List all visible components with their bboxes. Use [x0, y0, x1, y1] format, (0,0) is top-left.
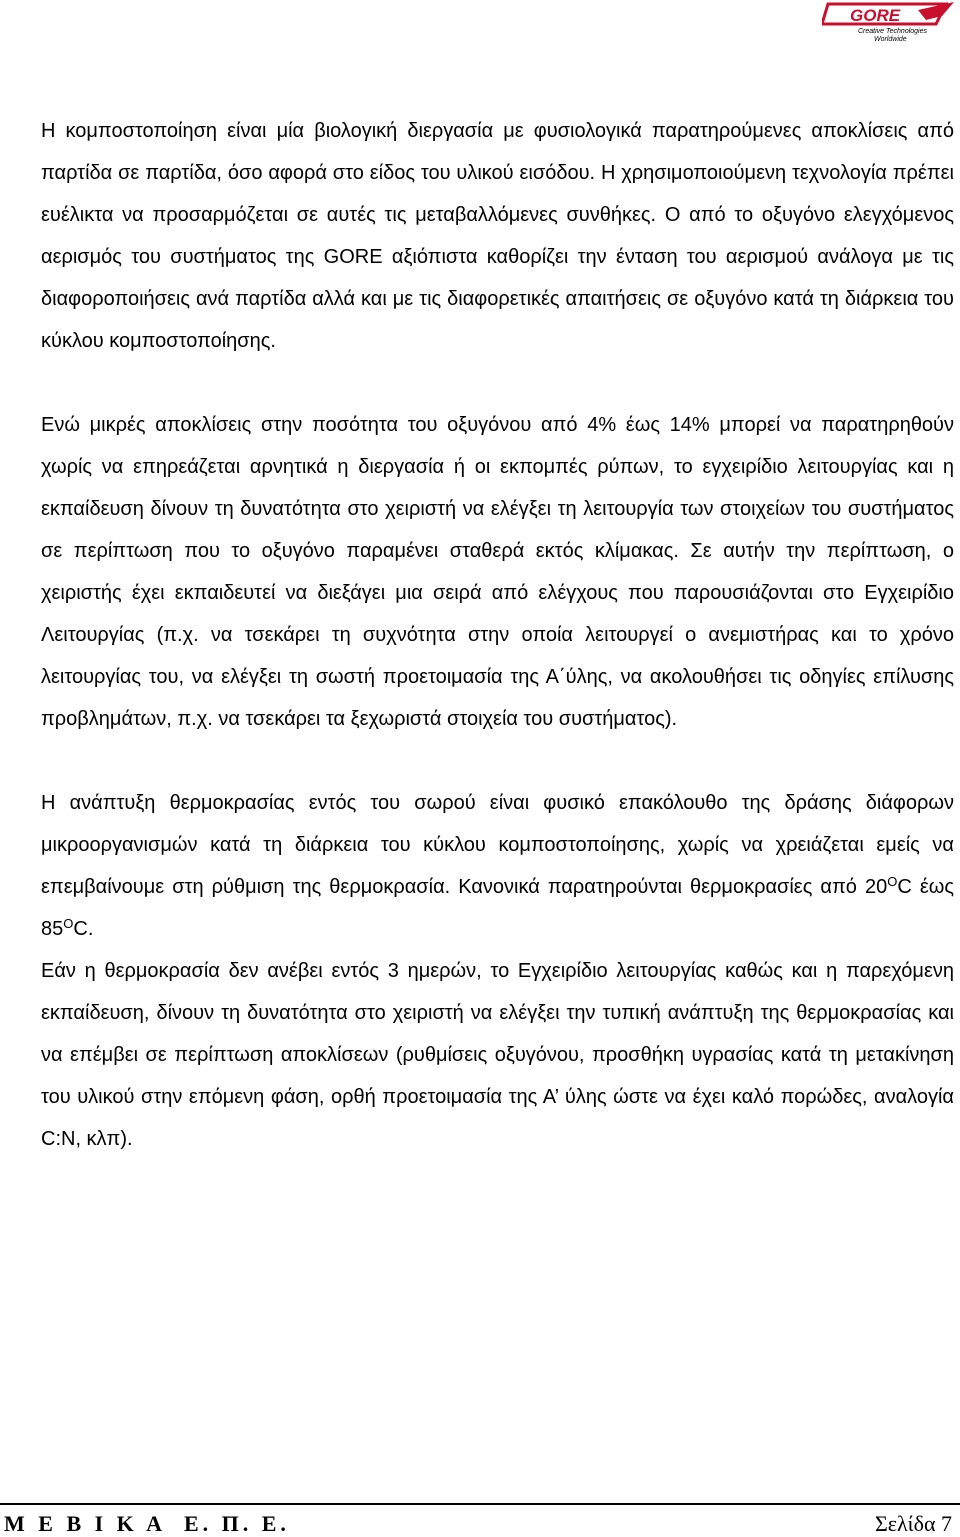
temperature-text-a: Η ανάπτυξη θερμοκρασίας εντός του σωρού είναι φυσικό επακόλουθο της δράσης διάφορων μικροοργανισμών κατά τη διάρκεια του κύκλου κομποστοποίησης, χωρίς να χρειάζεται εμείς να επεμβαίνουμε στη ρύθμιση της θερμοκρασία. Κανονικά παρατηρούνται θερμοκρασίες από 20: [41, 792, 954, 898]
paragraph-composting-process: Η κομποστοποίηση είναι μία βιολογική διεργασία με φυσιολογικά παρατηρούμενες αποκλίσεις από παρτίδα σε παρτίδα, όσο αφορά στο είδος του υλικού εισόδου. Η χρησιμοποιούμενη τεχνολογία πρέπει ευέλικτα να προσαρμόζεται σε αυτές τις μεταβαλλόμενες συνθήκες. Ο από το οξυγόνο ελεγχόμενος αερισμός του συστήματος της GORE αξιόπιστα καθορίζει την ένταση του αερισμού ανάλογα με τις διαφοροποιήσεις ανά παρτίδα αλλά και με τις διαφορετικές απαιτήσεις σε οξυγόνο κατά τη διάρκεια του κύκλου κομποστοποίησης.: [41, 120, 954, 352]
paragraph-temperature-rise: Εάν η θερμοκρασία δεν ανέβει εντός 3 ημερών, το Εγχειρίδιο λειτουργίας καθώς και η παρεχόμενη εκπαίδευση, δίνουν τη δυνατότητα στο χειριστή να ελέγξει την τυπική ανάπτυξη της θερμοκρασίας και να επέμβει σε περίπτωση αποκλίσεων (ρυθμίσεις οξυγόνου, προσθήκη υγρασίας κατά τη μετακίνηση του υλικού στην επόμενη φάση, ορθή προετοιμασία της Α’ ύλης ώστε να έχει καλό πορώδες, αναλογία C:N, κλπ).: [41, 960, 954, 1150]
gore-logo: [822, 0, 956, 44]
logo-text: GORE: [850, 6, 901, 25]
temperature-text-c: C.: [73, 918, 94, 940]
footer-company: [4, 1511, 290, 1537]
logo-tagline-2: Worldwide: [874, 36, 907, 43]
document-body: [41, 110, 954, 1160]
footer-company-name: Μ Ε Β Ι Κ Α: [4, 1511, 166, 1536]
temperature-text-b: C έως 85: [41, 876, 954, 940]
footer-company-suffix: Ε. Π. Ε.: [183, 1511, 290, 1536]
page-footer: [0, 1503, 960, 1536]
paragraph-oxygen-deviations: Ενώ μικρές αποκλίσεις στην ποσότητα του οξυγόνου από 4% έως 14% μπορεί να παρατηρηθούν χωρίς να επηρεάζεται αρνητικά η διεργασία ή οι εκπομπές ρύπων, το εγχειρίδιο λειτουργίας και η εκπαίδευση δίνουν τη δυνατότητα στο χειριστή να ελέγξει τη λειτουργία των στοιχείων του συστήματος σε περίπτωση που το οξυγόνο παραμένει σταθερά εκτός κλίμακας. Σε αυτήν την περίπτωση, ο χειριστής έχει εκπαιδευτεί να διεξάγει μια σειρά από ελέγχους που παρουσιάζονται στο Εγχειρίδιο Λειτουργίας (π.χ. να τσεκάρει τη συχνότητα στην οποία λειτουργεί ο ανεμιστήρας και το χρόνο λειτουργίας του, να ελέγξει τη σωστή προετοιμασία της Α΄ύλης, να ακολουθήσει τις οδηγίες επίλυσης προβλημάτων, π.χ. να τσεκάρει τα ξεχωριστά στοιχεία του συστήματος).: [41, 414, 954, 730]
logo-tagline-1: Creative Technologies: [858, 28, 928, 35]
degree-superscript-2: O: [63, 916, 74, 931]
page-number: Σελίδα 7: [874, 1511, 952, 1536]
degree-superscript-1: O: [887, 874, 898, 889]
paragraph-temperature-development: [41, 782, 954, 950]
